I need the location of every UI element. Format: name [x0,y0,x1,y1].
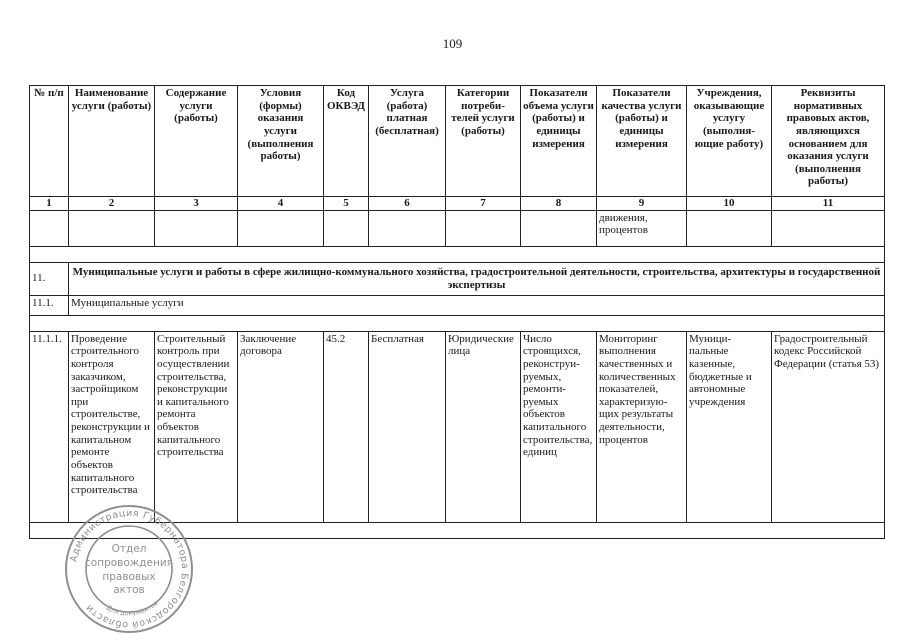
section-row [30,262,885,295]
service-name: Проведение строительного контроля заказчиком, застройщиком при строительстве, реконструкции и капитальном ремонте объектов капитального строительства [69,331,155,522]
table-header-row [30,86,885,197]
service-volume: Число строящихся, реконструи-руемых, ремонти-руемых объектов капитального строительства, единиц [521,331,597,522]
header-volume: Показатели объема услуги (работы) и единицы измерения [521,86,597,197]
table-cell [30,210,69,246]
spacer-row [30,315,885,331]
header-quality: Показатели качества услуги (работы) и единицы измерения [597,86,687,197]
column-number: 6 [369,197,446,211]
service-institutions: Муници-пальные казенные, бюджетные и автономные учреждения [687,331,772,522]
stamp-center-line: актов [113,584,145,596]
spacer-row [30,246,885,262]
column-number: 2 [69,197,155,211]
column-number: 4 [238,197,324,211]
column-number: 1 [30,197,69,211]
header-service-content: Содержание услуги (работы) [155,86,238,197]
continuation-row [30,210,885,246]
stamp-center-line: правовых [102,571,156,583]
column-number: 11 [772,197,885,211]
column-number: 3 [155,197,238,211]
table-cell [238,210,324,246]
header-legal-basis: Реквизиты нормативных правовых актов, являющихся основанием для оказания услуги (выполнения работы) [772,86,885,197]
stamp-inner-ring [86,526,172,612]
header-service-name: Наименование услуги (работы) [69,86,155,197]
page-number: 109 [442,36,463,51]
table-cell [155,210,238,246]
table-cell [772,210,885,246]
section-title: Муниципальные услуги и работы в сфере жилищно-коммунального хозяйства, градостроительной деятельности, строительства, архитектуры и государственной экспертизы [69,262,885,295]
stamp-center-text [85,543,173,596]
table-cell [687,210,772,246]
service-consumers: Юридические лица [446,331,521,522]
column-number: 5 [324,197,369,211]
column-number: 10 [687,197,772,211]
column-number-row [30,197,885,211]
header-paid: Услуга (работа) платная (бесплатная) [369,86,446,197]
service-number: 11.1.1. [30,331,69,522]
section-number: 11. [30,262,69,295]
column-number: 8 [521,197,597,211]
table-cell [369,210,446,246]
services-register-table [29,85,885,539]
column-number: 7 [446,197,521,211]
office-stamp [63,503,195,635]
table-cell [446,210,521,246]
spacer-cell [30,315,885,331]
column-number: 9 [597,197,687,211]
service-quality: Мониторинг выполнения качественных и количественных показателей, характеризую-щих результаты деятельности, процентов [597,331,687,522]
service-legal-basis: Градостроительный кодекс Российской Федерации (статья 53) [772,331,885,522]
stamp-ring-text: Администрация Губернатора Белгородской области [68,507,191,631]
header-okved: Код ОКВЭД [324,86,369,197]
stamp-center-line: Отдел [111,543,147,555]
stamp-center-line: сопровождения [85,557,173,569]
spacer-cell [30,246,885,262]
stamp-bottom-text: Для документов [105,599,160,618]
table-cell [521,210,597,246]
subsection-row [30,295,885,315]
subsection-number: 11.1. [30,295,69,315]
service-okved: 45.2 [324,331,369,522]
service-conditions: Заключение договора [238,331,324,522]
service-row [30,331,885,522]
subsection-title: Муниципальные услуги [69,295,885,315]
table-cell [324,210,369,246]
service-content: Строительный контроль при осуществлении строительства, реконструкции и капитального ремонта объектов капитального строительства [155,331,238,522]
continuation-quality-cell: движения, процентов [597,210,687,246]
header-institutions: Учреждения, оказывающие услугу (выполня-ющие работу) [687,86,772,197]
header-consumers: Категории потреби-телей услуги (работы) [446,86,521,197]
table-cell [69,210,155,246]
service-paid: Бесплатная [369,331,446,522]
header-conditions: Условия (формы) оказания услуги (выполнения работы) [238,86,324,197]
header-number: № п/п [30,86,69,197]
